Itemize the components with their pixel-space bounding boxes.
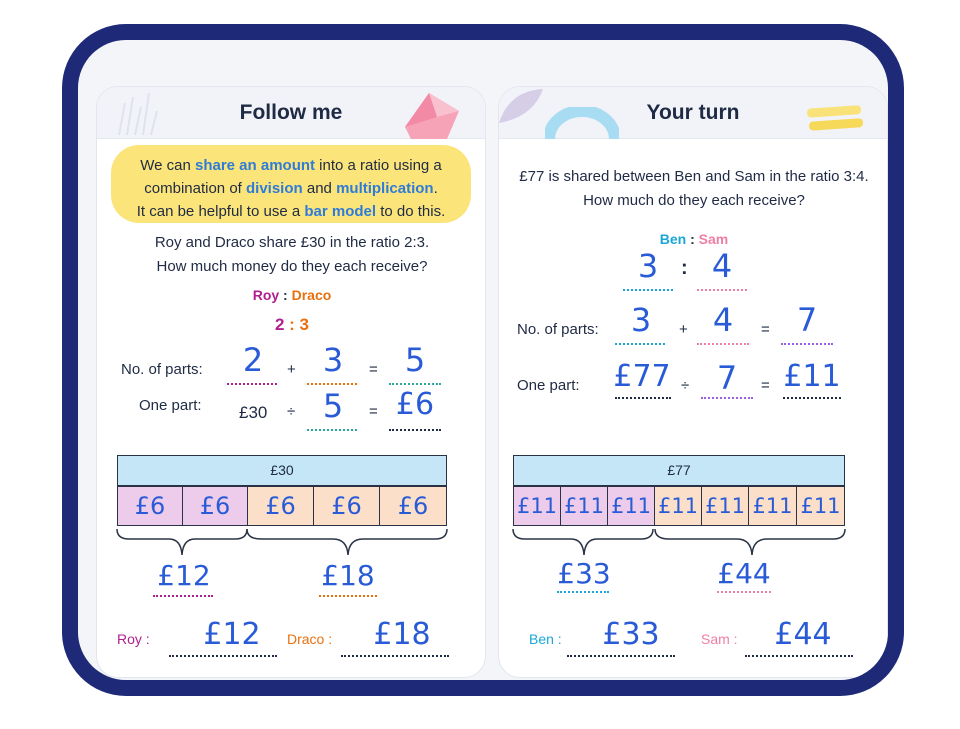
follow-question-line-2: How much money do they each receive?	[156, 258, 428, 275]
answer-label-roy: Roy :	[117, 631, 150, 647]
your-turn-card	[498, 86, 888, 678]
brace-ben-underline	[557, 591, 609, 593]
brace-draco-underline	[319, 595, 377, 597]
equals-sign-2: =	[369, 403, 378, 420]
turn-bar-total: £77	[513, 455, 845, 486]
turn-bar-cell: £11	[654, 486, 702, 526]
turn-question-line-2: How much do they each receive?	[583, 192, 805, 209]
plus-sign: +	[287, 361, 296, 378]
one-part-amount: £30	[239, 403, 268, 422]
intro-text	[111, 154, 471, 223]
brace-value-ben: £33	[557, 557, 611, 590]
bar-cell: £6	[313, 486, 380, 526]
answer-ben-underline	[567, 655, 675, 657]
result-underline	[389, 429, 441, 431]
ratio-value-roy: 2	[274, 315, 285, 334]
bar-cell: £6	[379, 486, 447, 526]
turn-one-part-amount: £77	[613, 359, 671, 394]
turn-bar-cell: £11	[796, 486, 845, 526]
brace-sam-underline	[717, 591, 771, 593]
turn-parts-answer-b: 4	[712, 301, 734, 339]
answer-ben: £33	[602, 617, 660, 652]
follow-question-line-1: Roy and Draco share £30 in the ratio 2:3.	[154, 234, 430, 251]
turn-parts-answer-a: 3	[630, 301, 652, 339]
parts-answer-total: 5	[404, 341, 426, 379]
parts-b-underline	[307, 383, 357, 385]
bar-cell: £6	[117, 486, 183, 526]
answer-draco: £18	[373, 617, 431, 652]
bar-total: £30	[117, 455, 447, 486]
turn-divisor-underline	[701, 397, 753, 399]
name-sam: Sam	[698, 231, 729, 247]
follow-me-title: Follow me	[239, 101, 343, 124]
turn-parts-answer-total: 7	[796, 301, 818, 339]
brace-roy-underline	[153, 595, 213, 597]
ratio-value-draco: 3	[299, 315, 310, 334]
turn-one-part-result: £11	[783, 359, 841, 394]
turn-result-underline	[783, 397, 841, 399]
equals-sign: =	[369, 361, 378, 378]
follow-question	[97, 231, 486, 279]
bar-cell: £6	[247, 486, 314, 526]
one-part-divisor: 5	[322, 387, 344, 425]
name-draco: Draco	[291, 287, 332, 303]
answer-roy-underline	[169, 655, 277, 657]
turn-one-part-divisor: 7	[716, 359, 738, 397]
turn-question-line-1: £77 is shared between Ben and Sam in the ratio 3:4.	[519, 168, 869, 185]
turn-brace-icons	[511, 527, 851, 559]
ratio-colon: :	[681, 257, 688, 279]
follow-me-card	[96, 86, 486, 678]
brace-value-roy: £12	[157, 559, 211, 592]
turn-amount-underline	[615, 397, 671, 399]
brace-icons	[115, 527, 451, 559]
turn-bar-cell: £11	[748, 486, 797, 526]
turn-bar-cell: £11	[560, 486, 608, 526]
ratio-answer-sam: 4	[711, 247, 733, 285]
intro-line-2: combination of division and multiplication.	[144, 180, 438, 197]
one-part-result: £6	[395, 387, 435, 422]
answer-roy: £12	[203, 617, 261, 652]
device-frame	[62, 24, 904, 696]
ratio-ben-underline	[623, 289, 673, 291]
one-part-label: One part:	[139, 397, 202, 414]
answer-label-ben: Ben :	[529, 631, 562, 647]
brace-value-draco: £18	[321, 559, 375, 592]
turn-equals-sign: =	[761, 321, 770, 338]
parts-answer-a: 2	[242, 341, 264, 379]
turn-one-part-label: One part:	[517, 377, 580, 394]
turn-parts-a-underline	[615, 343, 665, 345]
divide-sign: ÷	[287, 403, 296, 420]
follow-names-row: Roy : Draco	[252, 287, 332, 303]
your-turn-title: Your turn	[646, 101, 740, 124]
answer-label-sam: Sam :	[701, 631, 738, 647]
name-roy: Roy	[252, 287, 280, 303]
name-ben: Ben	[659, 231, 687, 247]
parts-a-underline	[227, 383, 277, 385]
turn-divide-sign: ÷	[681, 377, 690, 394]
your-turn-header	[499, 87, 887, 139]
turn-parts-label: No. of parts:	[517, 321, 599, 338]
turn-question	[499, 165, 888, 213]
bar-cell: £6	[182, 486, 248, 526]
brace-value-sam: £44	[717, 557, 771, 590]
turn-equals-sign-2: =	[761, 377, 770, 394]
answer-draco-underline	[341, 655, 449, 657]
turn-bar-cell: £11	[607, 486, 655, 526]
turn-bar-cell: £11	[701, 486, 749, 526]
parts-answer-b: 3	[322, 341, 344, 379]
answer-label-draco: Draco :	[287, 631, 333, 647]
turn-parts-b-underline	[697, 343, 749, 345]
parts-total-underline	[389, 383, 441, 385]
ratio-sam-underline	[697, 289, 747, 291]
parts-label: No. of parts:	[121, 361, 203, 378]
answer-sam: £44	[774, 617, 832, 652]
divisor-underline	[307, 429, 357, 431]
intro-line-3: It can be helpful to use a bar model to do this.	[136, 203, 446, 220]
intro-line-1: We can share an amount into a ratio using a	[140, 157, 442, 174]
ratio-answer-ben: 3	[637, 247, 659, 285]
follow-ratio-row: 2 : 3	[274, 315, 310, 334]
follow-me-header	[97, 87, 485, 139]
turn-parts-total-underline	[781, 343, 833, 345]
turn-plus-sign: +	[679, 321, 688, 338]
answer-sam-underline	[745, 655, 853, 657]
turn-bar-cell: £11	[513, 486, 561, 526]
turn-names-row: Ben : Sam	[659, 231, 729, 247]
screen	[78, 40, 888, 680]
